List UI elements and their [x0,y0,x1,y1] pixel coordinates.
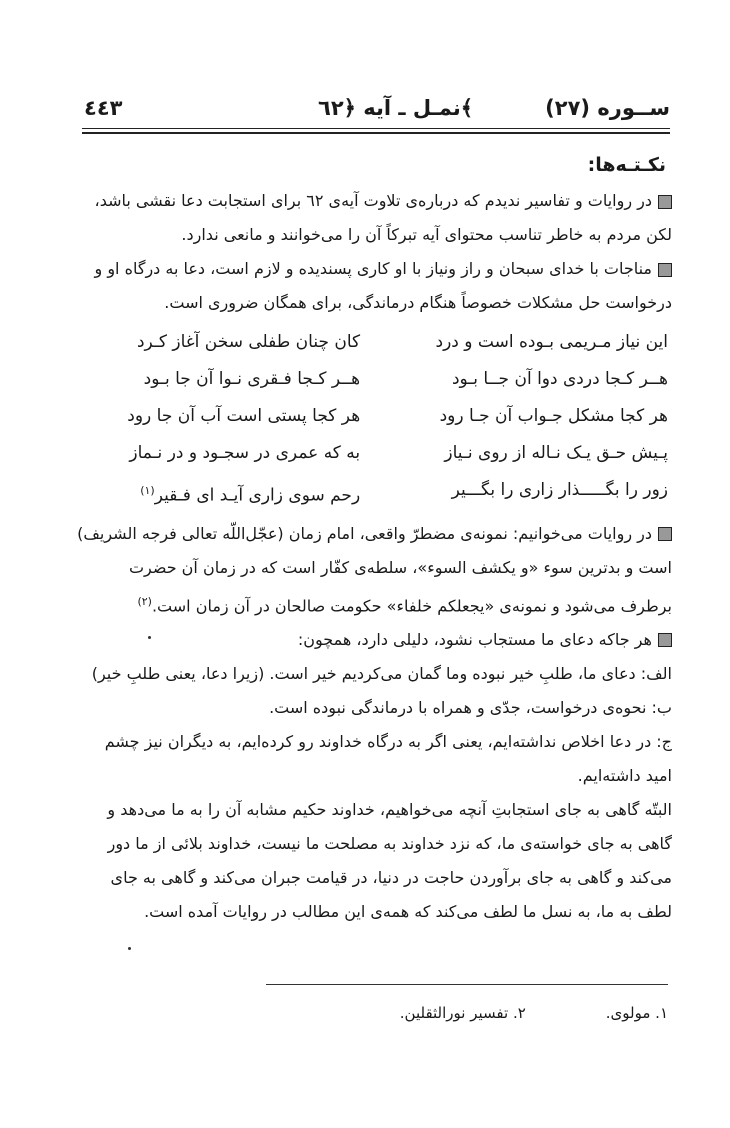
poem [76,324,672,515]
poem-verse [76,324,672,361]
point-1-text: در روایات و تفاسیر ندیدم که درباره‌ی تلاوت آیه‌ی ٦٢ برای استجابت دعا نقشی باشد، لکن مردم به خاطر تناسب محتوای آیه تبرکاً آن را می‌خوانند و مانعی ندارد. [94,191,672,244]
poem-hemistich-right: هر کجا مشکل جـواب آن جـا رود [439,406,668,426]
square-bullet-icon [658,527,672,541]
point-1 [76,184,672,252]
poem-verse [76,361,672,398]
page-body [76,150,672,929]
poem-verse [76,398,672,435]
speck [128,947,131,950]
point-3-text: در روایات می‌خوانیم: نمونه‌ی مضطرّ واقعی، امام زمان (عجّل‌اللّه تعالی فرجه الشریف) است و بدترین سوء «و یکشف السوء»، سلطه‌ی کفّار است که در زمان آن حضرت برطرف می‌شود و نمونه‌ی «یجعلکم خلفاء» حکومت صالحان در آن زمان است. [77,523,672,615]
poem-verse [76,435,672,472]
poem-hemistich-left: هر کجا پستی است آب آن جا رود [127,406,361,426]
section-title: نکـتـه‌ها: [587,154,666,176]
footnotes [260,1004,668,1022]
poem-hemistich-left: به که عمری در سجـود و در نـماز [129,443,361,463]
page-number: ٤٤٣ [84,96,123,120]
point-4 [76,623,672,657]
square-bullet-icon [658,263,672,277]
list-item-be: ب: نحوه‌ی درخواست، جدّی و همراه با درماندگی نبوده است. [269,697,672,717]
square-bullet-icon [658,633,672,647]
list-item-jim: ج: در دعا اخلاص نداشته‌ایم، یعنی اگر به درگاه خداوند رو کرده‌ایم، به دیگران نیز چشم امید داشته‌ایم. [104,731,672,785]
poem-hemistich-left-text: رحم سوی زاری آیـد ای فـقیر [154,485,361,506]
footnote-mark: (٢) [137,594,152,608]
footnote-1: ١. مولوی. [605,1004,668,1022]
verse-reference: نمـل ـ آیه ﴿٦٢﴾ [318,96,474,120]
poem-hemistich-right: زور را بگـــــذار زاری را بگـــیر [451,480,668,500]
point-4-intro: هر جاکه دعای ما مستجاب نشود، دلیلی دارد، همچون: [297,629,652,649]
footnote-rule [266,984,668,985]
point-3 [76,517,672,623]
point-2-text: مناجات با خدای سبحان و راز ونیاز با او کاری پسندیده و لازم است، دعا به درگاه او و درخواست حل مشکلات خصوصاً هنگام درماندگی، برای همگان ضروری است. [94,259,672,312]
poem-hemistich-right: هــر کـجا دردی دوا آن جــا بـود [451,369,668,389]
poem-hemistich-right: این نیاز مـریمی بـوده است و درد [435,332,668,352]
header-rule-thick [82,132,670,134]
speck [148,636,151,639]
point-2 [76,252,672,320]
list-item-alef: الف: دعای ما، طلبِ خیر نبوده وما گمان می‌کردیم خیر است. (زیرا دعا، یعنی طلبِ خیر) [91,663,672,683]
square-bullet-icon [658,195,672,209]
footnote-2: ٢. تفسیر نورالثقلین. [399,1004,526,1022]
poem-hemistich-right: پـیش حـق یـک نـاله از روی نـیاز [444,443,668,463]
header-rule [82,128,670,129]
poem-hemistich-left: کان چنان طفلی سخن آغاز کـرد [136,332,361,352]
poem-hemistich-left: هــر کـجا فـقری نـوا آن جا بـود [143,369,361,389]
surah-reference: ســوره (٢٧) [545,96,670,120]
closing-paragraph: البتّه گاهی به جای استجابتِ آنچه می‌خواهیم، خداوند حکیم مشابه آن را به ما می‌دهد و گاهی به جای خواسته‌ی ما، که نزد خداوند به مصلحت ما نیست، خداوند بلائی از ما دور می‌کند و گاهی به جای برآوردن حاجت در دنیا، در قیامت جبران می‌کند و گاهی به جای لطف به ما، به نسل ما لطف می‌کند که همه‌ی این مطالب در روایات آمده است. [107,799,672,921]
footnote-mark: (١) [140,484,155,497]
poem-hemistich-left [76,472,360,515]
poem-verse [76,472,672,515]
